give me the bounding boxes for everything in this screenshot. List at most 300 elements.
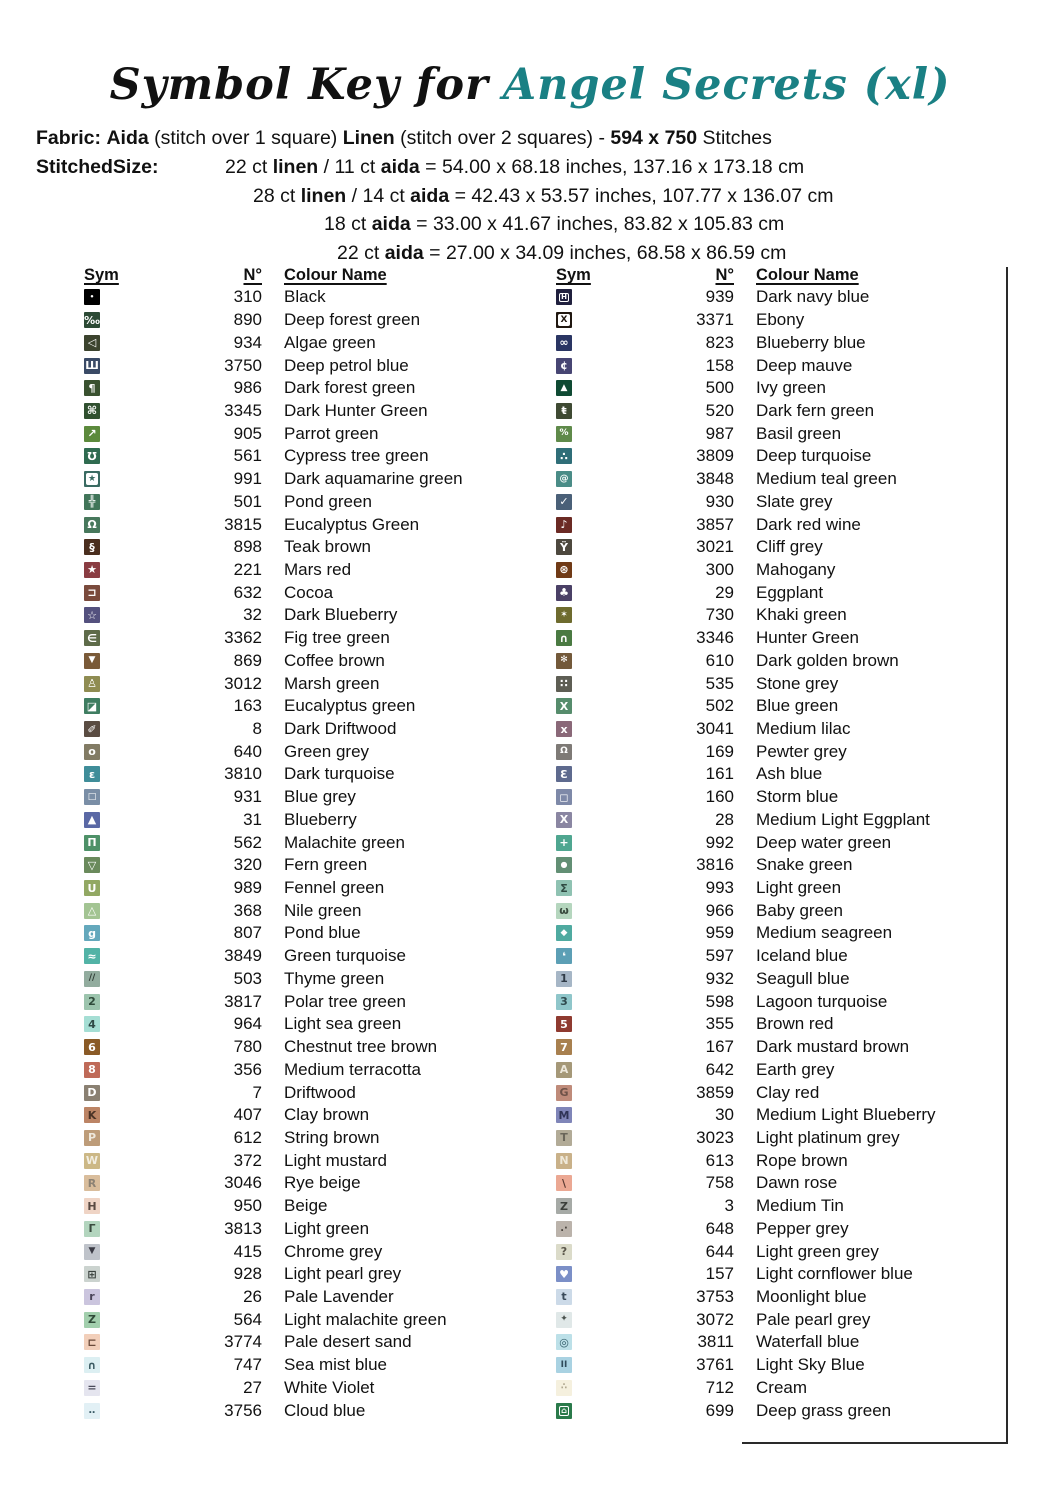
colour-name: Malachite green [284,832,405,852]
symbol-swatch [556,1153,572,1169]
symbol-glyph: ɛ [88,767,96,781]
symbol-swatch [556,1244,572,1260]
thread-number: 27 [243,1377,262,1397]
thread-number: 3041 [696,719,734,739]
symbol-swatch [84,880,100,896]
symbol-swatch [84,358,100,374]
symbol-glyph: ⊏ [87,1335,97,1349]
symbol-glyph: .· [560,1222,568,1234]
colour-name: Clay brown [284,1105,370,1125]
colour-name: Pond green [284,491,372,511]
key-row [84,1217,536,1240]
thread-number: 3817 [224,991,262,1011]
thread-number: 3849 [224,946,262,966]
key-row [556,1377,1008,1400]
thread-number: 3371 [696,310,734,330]
colour-name: Coffee brown [284,650,385,670]
colour-name: Light platinum grey [756,1127,900,1147]
thread-number: 3815 [224,514,262,534]
key-row [84,740,536,763]
key-row [84,786,536,809]
key-row [556,559,1008,582]
symbol-swatch [84,335,100,351]
symbol-swatch [556,1062,572,1078]
key-row [556,1217,1008,1240]
thread-number: 157 [705,1264,734,1284]
colour-name: Blue green [756,696,839,716]
key-row [84,922,536,945]
symbol-glyph: Ω [560,746,568,757]
symbol-swatch [556,971,572,987]
thread-number: 993 [705,878,734,898]
colour-name: Green grey [284,741,370,761]
symbol-glyph: ‥ [88,1404,96,1416]
thread-number: 221 [233,559,262,579]
colour-name: Thyme green [284,968,385,988]
symbol-glyph: P [87,1131,97,1145]
symbol-glyph: ↗ [87,427,97,441]
symbol-swatch [84,585,100,601]
header-colour-name: Colour Name [756,266,859,284]
symbol-glyph: ♥ [559,1267,569,1281]
colour-name: Light malachite green [284,1309,447,1329]
symbol-glyph: ŧ [561,404,567,418]
thread-number: 28 [715,809,734,829]
symbol-glyph: ⊐ [87,586,97,600]
colour-name: Fennel green [284,878,385,898]
thread-number: 29 [715,582,734,602]
colour-name: Brown red [756,1014,834,1034]
thread-number: 823 [705,332,734,352]
thread-number: 712 [705,1377,734,1397]
colour-name: Dark Blueberry [284,605,398,625]
thread-number: 3848 [696,469,734,489]
symbol-swatch [84,1334,100,1350]
key-row [556,922,1008,945]
key-row [84,1127,536,1150]
symbol-glyph: % [559,428,569,439]
symbol-glyph: ≈ [87,949,97,963]
thread-number: 898 [233,537,262,557]
colour-name: Light pearl grey [284,1264,402,1284]
colour-name: Teak brown [284,537,371,557]
colour-name: Eucalyptus green [284,696,416,716]
key-row [556,1172,1008,1195]
symbol-glyph: 6 [88,1040,96,1054]
colour-name: Dark fern green [756,400,875,420]
symbol-swatch [84,403,100,419]
thread-number: 932 [705,968,734,988]
colour-name: Pale desert sand [284,1332,412,1352]
colour-name: Dark mustard brown [756,1037,910,1057]
colour-name: Black [284,287,326,307]
symbol-glyph: X [558,314,570,326]
thread-number: 930 [705,491,734,511]
colour-name: Parrot green [284,423,379,443]
symbol-glyph: ◎ [559,1335,569,1349]
thread-number: 890 [233,310,262,330]
symbol-swatch [556,835,572,851]
symbol-swatch [84,1266,100,1282]
thread-number: 598 [705,991,734,1011]
symbol-swatch [556,948,572,964]
colour-name: Moonlight blue [756,1286,867,1306]
key-row [556,1263,1008,1286]
symbol-swatch [556,358,572,374]
colour-name: Eucalyptus Green [284,514,420,534]
text-segment: 18 ct [324,213,372,235]
symbol-glyph: ∕∕ [88,973,96,984]
colour-name: Blue grey [284,787,356,807]
colour-name: Mars red [284,559,352,579]
symbol-glyph: Χ [559,813,569,827]
symbol-glyph: II [560,1359,568,1370]
colour-name: Stone grey [756,673,839,693]
symbol-swatch [84,676,100,692]
colour-name: Chestnut tree brown [284,1037,438,1057]
key-row [84,1036,536,1059]
symbol-glyph: T [560,1131,568,1145]
symbol-glyph: § [89,540,95,554]
key-row [84,1399,536,1422]
colour-name: Light green [284,1218,370,1238]
key-row [84,604,536,627]
symbol-glyph: ✦ [560,1314,568,1325]
symbol-swatch [556,880,572,896]
thread-number: 535 [705,673,734,693]
key-row [556,400,1008,423]
symbol-glyph: ◁ [87,336,97,350]
thread-number: 167 [705,1037,734,1057]
thread-number: 3012 [224,673,262,693]
colour-name: Polar tree green [284,991,406,1011]
key-row [556,786,1008,809]
symbol-glyph: A [559,1063,569,1077]
key-row [556,422,1008,445]
symbol-swatch [84,1357,100,1373]
thread-number: 3774 [224,1332,262,1352]
thread-number: 989 [233,878,262,898]
thread-number: 3362 [224,628,262,648]
key-row [556,1036,1008,1059]
thread-number: 3346 [696,628,734,648]
key-row [556,854,1008,877]
symbol-swatch [84,721,100,737]
symbol-glyph: = [87,1381,97,1395]
colour-name: Pond blue [284,923,361,943]
symbol-glyph: ✻ [560,655,568,666]
colour-name: Deep turquoise [756,446,872,466]
symbol-swatch [84,835,100,851]
colour-name: Eggplant [756,582,824,602]
symbol-swatch [84,903,100,919]
colour-name: Storm blue [756,787,839,807]
symbol-swatch [84,857,100,873]
thread-number: 931 [233,787,262,807]
symbol-glyph: + [559,836,569,850]
key-row [556,1354,1008,1377]
symbol-swatch [556,1130,572,1146]
thread-number: 3761 [696,1355,734,1375]
thread-number: 640 [233,741,262,761]
symbol-swatch [84,948,100,964]
symbol-swatch [556,517,572,533]
symbol-swatch [556,766,572,782]
key-row [84,468,536,491]
thread-number: 564 [233,1309,262,1329]
symbol-swatch [556,1266,572,1282]
key-row [84,1149,536,1172]
stitched-size-label: StitchedSize: [36,156,159,178]
colour-name: Nile green [284,900,362,920]
symbol-glyph: 1 [560,972,568,986]
symbol-swatch [556,698,572,714]
key-row [84,763,536,786]
symbol-swatch [556,426,572,442]
symbol-swatch [556,607,572,623]
symbol-swatch [556,403,572,419]
symbol-swatch [556,1221,572,1237]
colour-name: Cypress tree green [284,446,429,466]
symbol-glyph: Γ [88,1222,96,1236]
colour-name: Medium terracotta [284,1059,421,1079]
page-edge-bottom-rule [742,1442,1008,1444]
symbol-glyph: Ω [87,518,97,532]
thread-number: 520 [705,400,734,420]
thread-number: 3750 [224,355,262,375]
key-row [84,1377,536,1400]
key-row [84,809,536,832]
thread-number: 644 [705,1241,734,1261]
symbol-glyph: ⌘ [86,404,98,418]
symbol-swatch [556,380,572,396]
key-row [556,718,1008,741]
colour-name: Cloud blue [284,1400,366,1420]
thread-number: 562 [233,832,262,852]
colour-name: String brown [284,1127,380,1147]
colour-name: Iceland blue [756,946,848,966]
key-row [556,1240,1008,1263]
symbol-swatch [84,539,100,555]
key-rows-left [84,286,536,1422]
symbol-glyph: △ [87,904,97,918]
key-row [556,1331,1008,1354]
key-row [84,422,536,445]
key-row [556,490,1008,513]
colour-name: Blueberry blue [756,332,866,352]
symbol-glyph: Σ [560,881,568,895]
symbol-swatch [556,562,572,578]
symbol-swatch [84,312,100,328]
key-row [84,1172,536,1195]
key-row [556,740,1008,763]
page-title-black: Symbol Key for [109,60,489,110]
key-row [556,627,1008,650]
symbol-swatch [556,448,572,464]
symbol-glyph: t [561,1290,567,1304]
symbol-glyph: Ш [85,359,99,373]
thread-number: 780 [233,1037,262,1057]
symbol-glyph: ⊞ [87,1267,97,1281]
thread-number: 355 [705,1014,734,1034]
symbol-swatch [556,994,572,1010]
colour-name: Dark Hunter Green [284,400,428,420]
key-row [556,1399,1008,1422]
key-row [556,990,1008,1013]
symbol-swatch [84,1039,100,1055]
thread-number: 3756 [224,1400,262,1420]
symbol-glyph: ¶ [88,381,96,395]
thread-number: 3809 [696,446,734,466]
key-row [84,1013,536,1036]
thread-number: 3816 [696,855,734,875]
thread-number: 950 [233,1196,262,1216]
key-row [84,513,536,536]
colour-name: Dark aquamarine green [284,469,463,489]
header-sym: Sym [556,266,591,284]
symbol-swatch [84,653,100,669]
colour-name: Cliff grey [756,537,823,557]
symbol-glyph: Z [560,1199,568,1213]
symbol-glyph: ∷ [560,677,568,691]
symbol-glyph: ∈ [87,631,97,645]
colour-name: Hunter Green [756,628,859,648]
thread-number: 372 [233,1150,262,1170]
page-edge-vertical-rule [1006,267,1008,1443]
key-row [556,536,1008,559]
text-segment: (stitch over 2 squares) - [394,127,611,149]
key-row [84,309,536,332]
key-row [84,331,536,354]
colour-name: Beige [284,1196,328,1216]
colour-name: Khaki green [756,605,847,625]
symbol-glyph: ? [560,1245,568,1259]
symbol-glyph: Π [87,836,97,850]
text-segment: aida [410,185,450,207]
colour-name: Chrome grey [284,1241,383,1261]
header-number: N° [243,266,262,284]
symbol-glyph: ✓ [559,495,569,509]
colour-name: Driftwood [284,1082,356,1102]
symbol-swatch [556,494,572,510]
key-row [556,650,1008,673]
symbol-glyph: ✶ [560,609,568,620]
symbol-glyph: ⊛ [559,563,569,577]
symbol-swatch [556,1312,572,1328]
text-segment: 22 ct [225,156,273,178]
symbol-swatch [556,812,572,828]
text-segment: Linen [342,127,395,149]
colour-name: Green turquoise [284,946,406,966]
thread-number: 163 [233,696,262,716]
thread-number: 356 [233,1059,262,1079]
key-row [556,809,1008,832]
thread-number: 169 [705,741,734,761]
symbol-swatch [84,1380,100,1396]
text-segment: Stitches [697,127,772,149]
key-row [84,1286,536,1309]
symbol-glyph: 4 [88,1017,96,1031]
thread-number: 502 [705,696,734,716]
symbol-swatch [84,1198,100,1214]
text-segment: / 11 ct [318,156,381,178]
key-row [84,695,536,718]
key-row [84,718,536,741]
text-segment: = 33.00 x 41.67 inches, 83.82 x 105.83 cm [410,213,785,235]
key-row [556,1286,1008,1309]
colour-name: Dark forest green [284,378,416,398]
symbol-swatch [84,994,100,1010]
thread-number: 158 [705,355,734,375]
thread-number: 3857 [696,514,734,534]
thread-number: 415 [233,1241,262,1261]
key-row [84,581,536,604]
symbol-glyph: ¢ [560,359,568,373]
colour-name: Deep forest green [284,310,421,330]
symbol-glyph: \ [561,1176,567,1190]
thread-number: 30 [715,1105,734,1125]
colour-name: Light sea green [284,1014,402,1034]
symbol-swatch [556,857,572,873]
key-row [84,1058,536,1081]
symbol-glyph: Ÿ [560,540,568,554]
symbol-glyph: ◻ [559,790,569,804]
thread-number: 32 [243,605,262,625]
colour-name: Algae green [284,332,376,352]
text-segment: = 42.43 x 53.57 inches, 107.77 x 136.07 cm [449,185,834,207]
text-segment: 28 ct [253,185,301,207]
symbol-swatch [84,1016,100,1032]
symbol-swatch [84,380,100,396]
key-row [84,968,536,991]
symbol-glyph: X [559,699,569,713]
text-segment: linen [300,185,347,207]
symbol-swatch [84,1085,100,1101]
thread-number: 31 [243,809,262,829]
symbol-glyph: ❛ [562,949,566,963]
colour-name: Ash blue [756,764,823,784]
symbol-glyph: D [87,1086,97,1100]
key-row [84,672,536,695]
key-row [556,377,1008,400]
colour-name: Rope brown [756,1150,848,1170]
symbol-glyph: • [89,292,95,301]
key-row [556,513,1008,536]
symbol-swatch [84,1221,100,1237]
colour-name: Dark golden brown [756,650,899,670]
symbol-swatch [556,1016,572,1032]
stitched-size-line-1 [225,156,804,179]
key-row [556,286,1008,309]
symbol-glyph: ℧ [87,449,97,463]
symbol-glyph: ▼ [88,655,96,666]
symbol-glyph: Z [88,1313,96,1327]
symbol-glyph: r [89,1290,95,1304]
key-row [84,286,536,309]
key-row [84,650,536,673]
text-segment: Fabric: [36,127,102,149]
key-row [556,899,1008,922]
colour-name: Marsh green [284,673,380,693]
colour-name: Cocoa [284,582,334,602]
header-sym: Sym [84,266,119,284]
symbol-swatch [556,585,572,601]
key-row [84,536,536,559]
symbol-swatch [84,698,100,714]
symbol-glyph: 2 [88,995,96,1009]
symbol-swatch [556,312,572,328]
text-segment: 594 x 750 [610,127,698,149]
